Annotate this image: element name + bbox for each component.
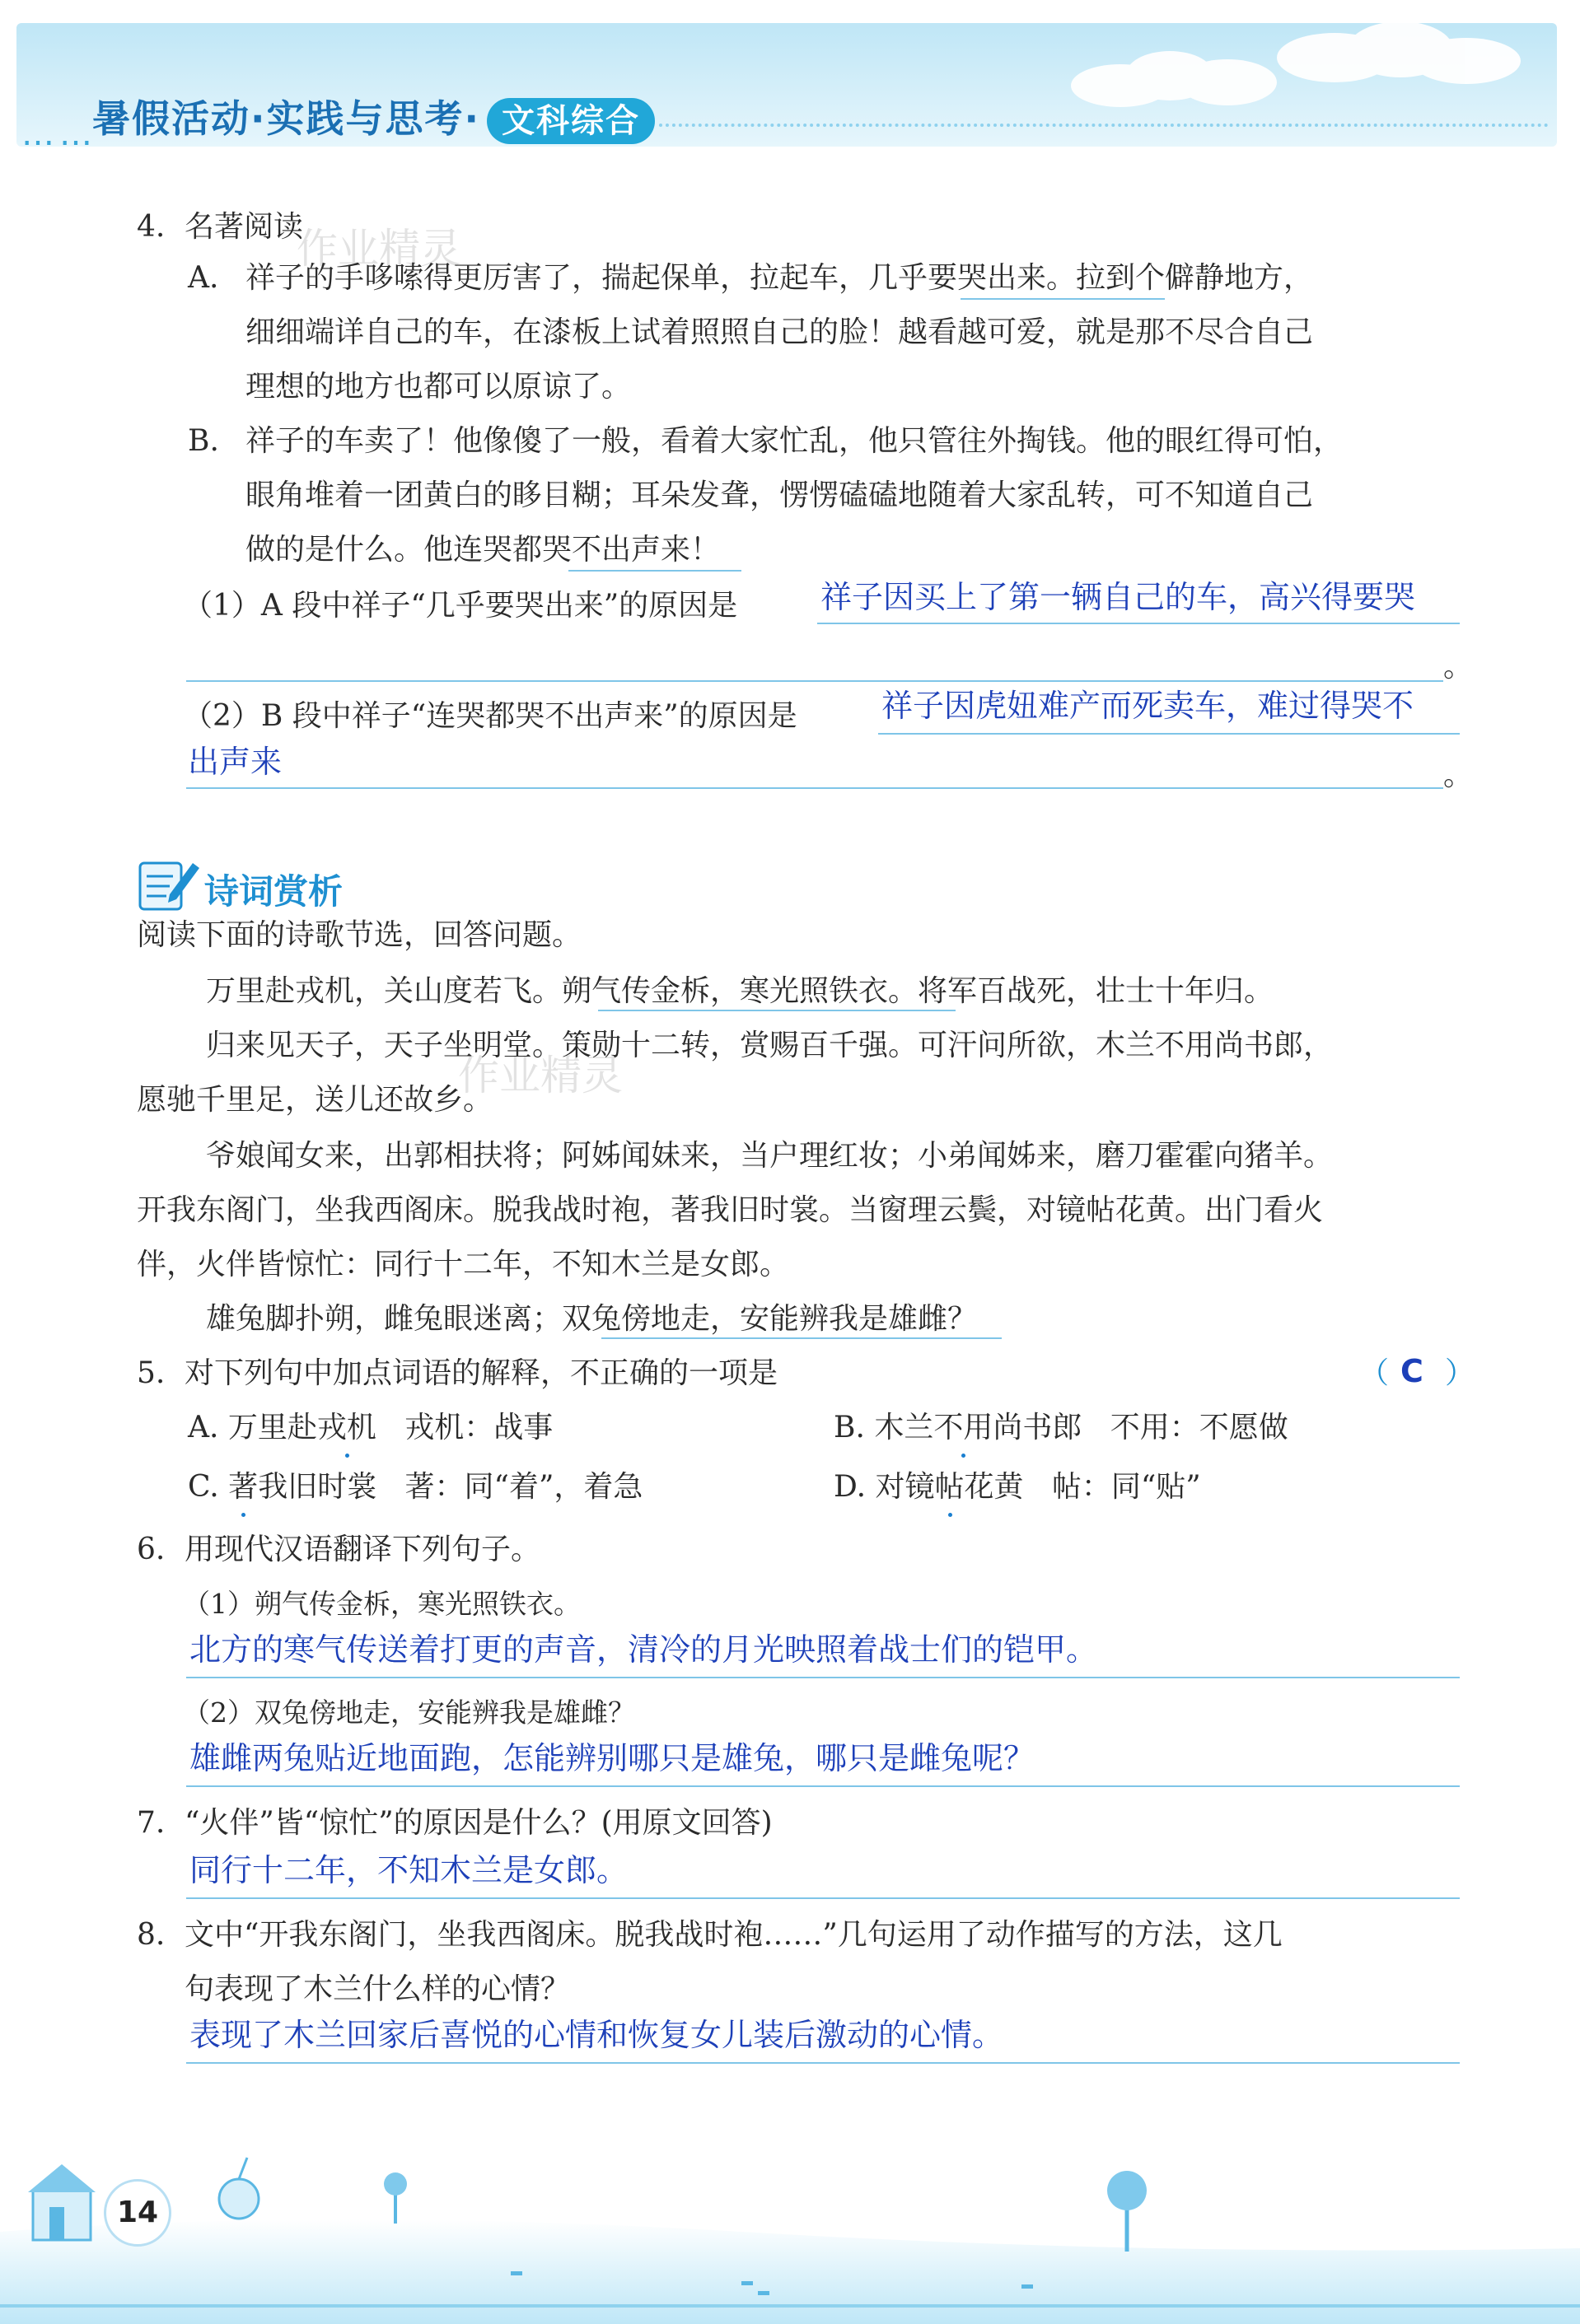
q4-sub1-answer-line — [186, 680, 1443, 682]
q6-answer-line — [186, 1785, 1460, 1787]
section-title: 诗词赏析 — [204, 871, 344, 912]
q5-option-a — [188, 1408, 553, 1448]
q8-answer[interactable]: 表现了木兰回家后喜悦的心情和恢复女儿装后激动的心情。 — [189, 2017, 1004, 2053]
q6-sub2: （2）双兔傍地走，安能辨我是雄雌？ — [183, 1696, 635, 1729]
q7-answer-line — [186, 1897, 1460, 1899]
poem-line: 万里赴戎机，关山度若飞。朔气传金柝，寒光照铁衣。将军百战死，壮士十年归。 — [206, 974, 1274, 1008]
option-gloss: 著：同“着”，着急 — [404, 1470, 643, 1504]
option-post: 尚书郎 — [993, 1411, 1082, 1444]
q4-sub2-answer-line — [878, 733, 1460, 735]
header-dotted-rule — [659, 124, 1549, 127]
option-post: 花黄 — [964, 1470, 1024, 1504]
q6-answer-2[interactable]: 雄雌两兔贴近地面跑，怎能辨别哪只是雄兔，哪只是雌兔呢？ — [189, 1740, 1035, 1776]
poem-line: 愿驰千里足，送儿还故乡。 — [137, 1083, 493, 1117]
option-dotted-word: 著 — [228, 1468, 258, 1507]
poem-line: 开我东阁门，坐我西阁床。脱我战时袍，著我旧时裳。当窗理云鬓，对镜帖花黄。出门看火 — [137, 1193, 1324, 1227]
option-label: A. — [188, 1411, 219, 1444]
q4-b-underline — [568, 570, 741, 572]
q6-answer-1[interactable]: 北方的寒气传送着打更的声音，清冷的月光映照着战士们的铠甲。 — [189, 1631, 1098, 1668]
q4-title: 名著阅读 — [185, 210, 304, 244]
option-pre: 对镜 — [875, 1470, 935, 1504]
q4-a-line: 理想的地方也都可以原谅了。 — [245, 370, 632, 404]
series-title — [92, 89, 655, 144]
poem-underline — [601, 1337, 1002, 1339]
option-gloss: 戎机：战事 — [404, 1411, 554, 1444]
q4-b-line: 做的是什么。他连哭都哭不出声来！ — [245, 533, 721, 567]
q5-option-d — [834, 1468, 1201, 1507]
q6-number: 6. — [137, 1533, 166, 1566]
q4-b-line: 眼角堆着一团黄白的眵目糊；耳朵发聋，愣愣磕磕地随着大家乱转，可不知道自己 — [245, 478, 1314, 512]
poem-line: 爷娘闻女来，出郭相扶将；阿姊闻妹来，当户理红妆；小弟闻姊来，磨刀霍霍向猪羊。 — [206, 1139, 1334, 1173]
q7-prompt: “火伴”皆“惊忙”的原因是什么？(用原文回答) — [185, 1806, 773, 1840]
series-main: 暑假活动·实践与思考· — [92, 96, 480, 141]
option-pre: 木兰 — [874, 1411, 934, 1444]
option-post: 我旧时裳 — [258, 1470, 377, 1504]
q4-a-line: 祥子的手哆嗦得更厉害了，揣起保单，拉起车，几乎要哭出来。拉到个僻静地方， — [245, 261, 1314, 295]
q4-a-line: 细细端详自己的车，在漆板上试着照照自己的脸！越看越可爱，就是那不尽合自己 — [245, 315, 1314, 349]
q6-answer-line — [186, 1677, 1460, 1678]
option-dotted-word: 帖 — [935, 1468, 965, 1507]
poem-line: 雄兔脚扑朔，雌兔眼迷离；双兔傍地走，安能辨我是雄雌？ — [206, 1302, 978, 1336]
q5-number: 5. — [137, 1356, 166, 1390]
poem-line: 归来见天子，天子坐明堂。策勋十二转，赏赐百千强。可汗问所欲，木兰不用尚书郎， — [206, 1029, 1334, 1062]
notebook-pencil-icon — [137, 856, 203, 914]
q4-sub2-answer[interactable]: 出声来 — [188, 744, 283, 780]
q8-number: 8. — [137, 1918, 166, 1952]
tree-icon — [384, 2172, 407, 2224]
q6-prompt: 用现代汉语翻译下列句子。 — [185, 1533, 541, 1566]
q5-paren-close: ） — [1445, 1356, 1475, 1390]
option-pre: 万里赴 — [227, 1411, 317, 1444]
q8-prompt: 句表现了木兰什么样的心情？ — [185, 1972, 571, 2006]
watermark: 作业精灵 — [297, 225, 461, 273]
q4-sub2-prompt: （2）B 段中祥子“连哭都哭不出声来”的原因是 — [183, 699, 797, 733]
q4-sub2-answer-line — [186, 787, 1443, 789]
option-label: B. — [834, 1411, 865, 1444]
q8-answer-line — [186, 2062, 1460, 2064]
q4-b-line: 祥子的车卖了！他像傻了一般，看着大家忙乱，他只管往外掏钱。他的眼红得可怕， — [245, 424, 1344, 458]
option-dotted-word: 不用 — [933, 1408, 993, 1448]
q4-a-underline — [961, 298, 1165, 300]
q5-option-b — [834, 1408, 1288, 1448]
q4-sub1-answer-line — [817, 623, 1460, 624]
option-gloss: 不用：不愿做 — [1110, 1411, 1288, 1444]
q7-number: 7. — [137, 1806, 166, 1840]
robot-icon — [219, 2158, 259, 2219]
q7-answer[interactable]: 同行十二年，不知木兰是女郎。 — [189, 1852, 629, 1888]
q5-answer[interactable]: C — [1400, 1353, 1423, 1389]
option-label: C. — [188, 1470, 219, 1504]
q5-paren-open: （ — [1359, 1356, 1390, 1390]
q4-sub2-end: 。 — [1443, 758, 1474, 792]
page-header — [0, 0, 1580, 165]
q4-sub1-end: 。 — [1443, 650, 1474, 684]
page-footer — [0, 2108, 1580, 2324]
tree-icon — [1107, 2171, 1147, 2252]
poetry-intro: 阅读下面的诗歌节选，回答问题。 — [137, 918, 582, 952]
option-dotted-word: 戎机 — [317, 1408, 376, 1448]
q4-b-label: B. — [188, 424, 219, 458]
watermark: 作业精灵 — [458, 1052, 623, 1099]
q5-prompt: 对下列句中加点词语的解释，不正确的一项是 — [185, 1356, 778, 1390]
house-icon — [28, 2164, 96, 2240]
option-label: D. — [834, 1470, 867, 1504]
poem-line: 伴，火伴皆惊忙：同行十二年，不知木兰是女郎。 — [137, 1248, 790, 1281]
q5-option-c — [188, 1468, 643, 1507]
q8-prompt: 文中“开我东阁门，坐我西阁床。脱我战时袍……”几句运用了动作描写的方法，这几 — [185, 1918, 1283, 1952]
page-number: 14 — [104, 2179, 171, 2247]
poem-underline — [598, 1010, 956, 1011]
q4-sub2-answer[interactable]: 祥子因虎妞难产而死卖车，难过得哭不 — [881, 688, 1414, 724]
header-dots: …… — [21, 115, 97, 153]
section-heading — [137, 856, 344, 914]
q4-number: 4. — [137, 210, 166, 244]
q4-sub1-prompt: （1）A 段中祥子“几乎要哭出来”的原因是 — [183, 589, 738, 623]
q4-sub1-answer[interactable]: 祥子因买上了第一辆自己的车，高兴得要哭 — [820, 579, 1416, 615]
footer-landscape-icon — [0, 2108, 1580, 2324]
q4-a-label: A. — [188, 261, 219, 295]
q6-sub1: （1）朔气传金柝，寒光照铁衣。 — [183, 1588, 581, 1620]
series-pill: 文科综合 — [487, 98, 655, 144]
option-gloss: 帖：同“贴” — [1051, 1470, 1201, 1504]
